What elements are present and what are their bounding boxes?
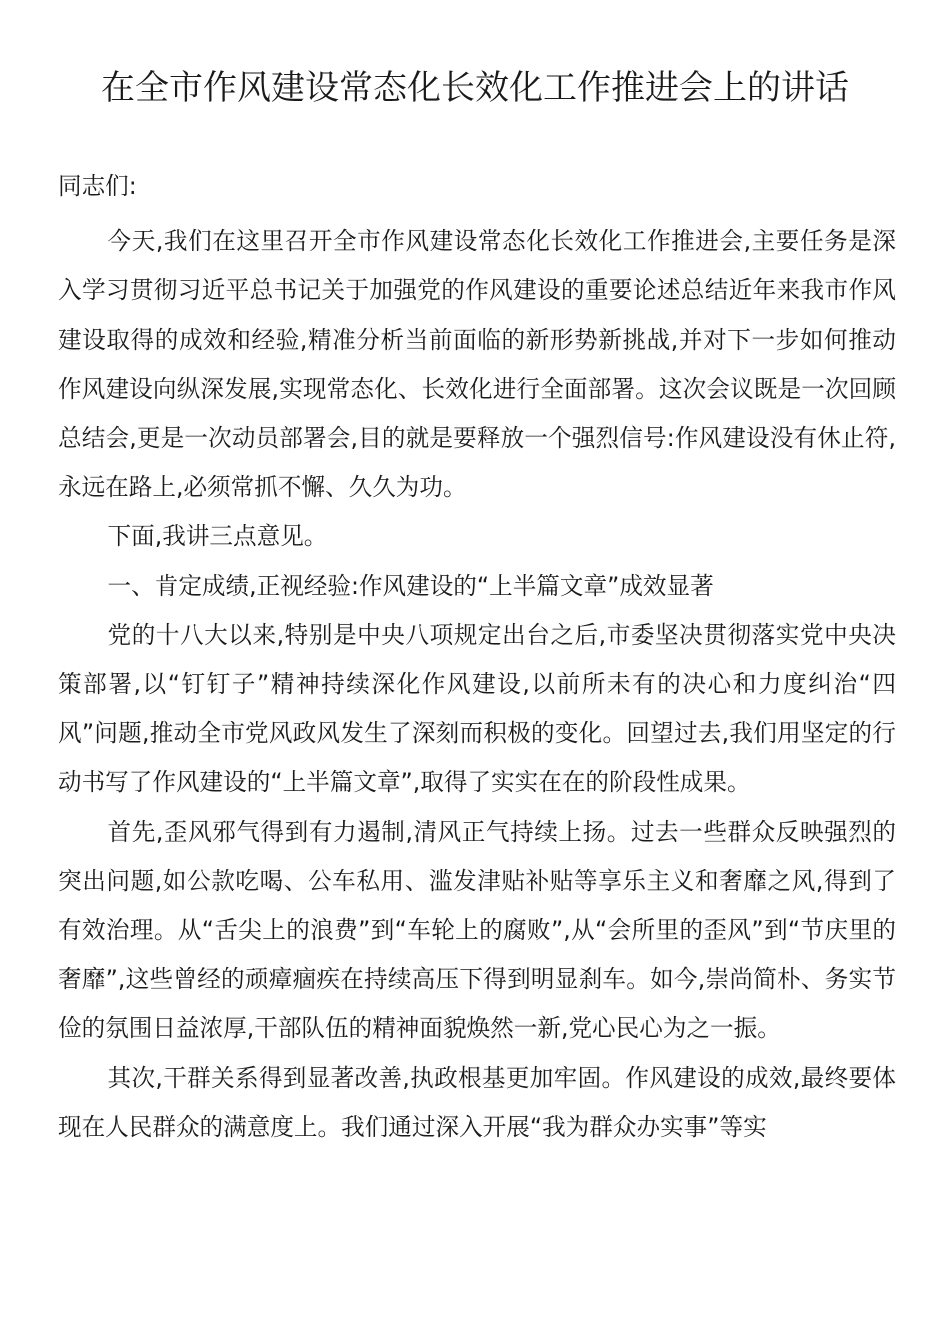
- section-heading-1: 一、肯定成绩,正视经验:作风建设的“上半篇文章”成效显著: [107, 571, 714, 600]
- paragraph-outline: 下面,我讲三点意见。: [107, 522, 328, 551]
- document-body: [58, 162, 896, 1152]
- paragraph-first-point: 首先,歪风邪气得到有力遏制,清风正气持续上扬。过去一些群众反映强烈的突出问题,如公款吃喝、公车私用、滥发津贴补贴等享乐主义和奢靡之风,得到了有效治理。从“舌尖上的浪费”到“车轮上的腐败”,从“会所里的歪风”到“节庆里的奢靡”,这些曾经的顽瘴痼疾在持续高压下得到明显刹车。如今,崇尚简朴、务实节俭的氛围日益浓厚,干部队伍的精神面貌焕然一新,党心民心为之一振。: [58, 817, 896, 1043]
- paragraph-opening: 今天,我们在这里召开全市作风建设常态化长效化工作推进会,主要任务是深入学习贯彻习近平总书记关于加强党的作风建设的重要论述总结近年来我市作风建设取得的成效和经验,精准分析当前面临的新形势新挑战,并对下一步如何推动作风建设向纵深发展,实现常态化、长效化进行全面部署。这次会议既是一次回顾总结会,更是一次动员部署会,目的就是要释放一个强烈信号:作风建设没有休止符,永远在路上,必须常抓不懈、久久为功。: [58, 227, 896, 502]
- document-title: 在全市作风建设常态化长效化工作推进会上的讲话: [101, 68, 849, 108]
- paragraph-achievements: 党的十八大以来,特别是中央八项规定出台之后,市委坚决贯彻落实党中央决策部署,以“钉钉子”精神持续深化作风建设,以前所未有的决心和力度纠治“四风”问题,推动全市党风政风发生了深刻而积极的变化。回望过去,我们用坚定的行动书写了作风建设的“上半篇文章”,取得了实实在在的阶段性成果。: [58, 620, 896, 797]
- paragraph-second-point: 其次,干群关系得到显著改善,执政根基更加牢固。作风建设的成效,最终要体现在人民群众的满意度上。我们通过深入开展“我为群众办实事”等实: [58, 1063, 896, 1141]
- salutation: 同志们:: [58, 172, 137, 200]
